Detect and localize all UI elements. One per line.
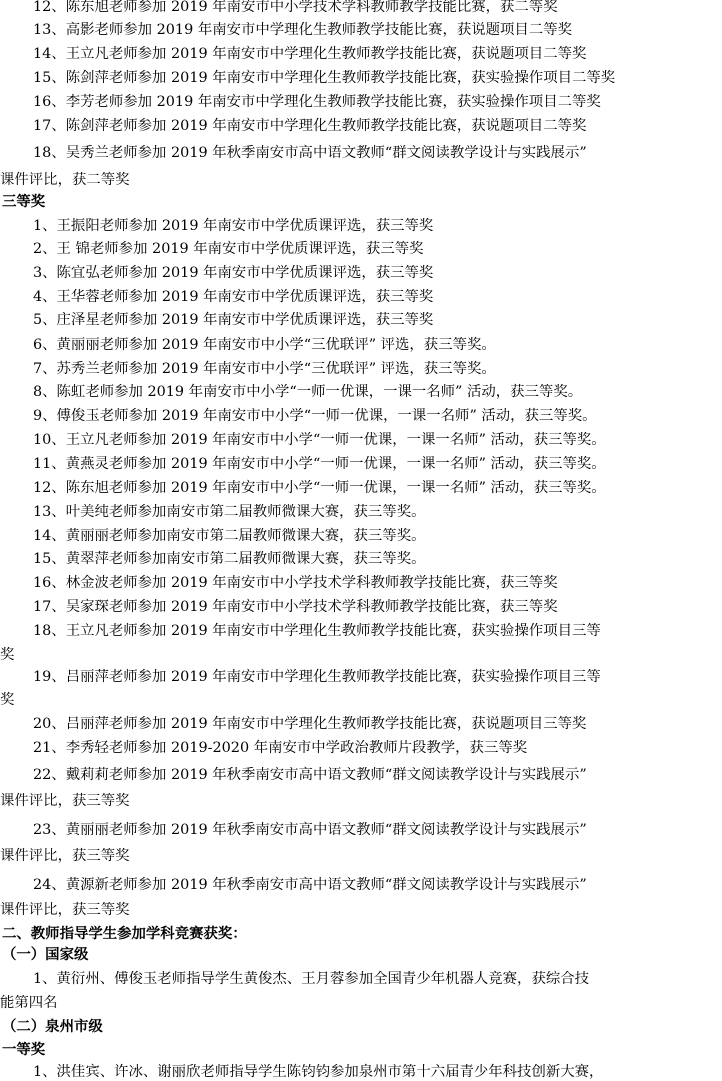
third-prize-item-11: 11、黄燕灵老师参加 2019 年南安市中小学“一师一优课，一课一名师” 活动，获三等奖。 xyxy=(33,456,606,472)
national-item-1-line2: 能第四名 xyxy=(0,995,58,1011)
third-prize-item-3: 3、陈宜弘老师参加 2019 年南安市中学优质课评选，获三等奖 xyxy=(33,265,434,281)
second-prize-item-15: 15、陈剑萍老师参加 2019 年南安市中学理化生教师教学技能比赛，获实验操作项目二等奖 xyxy=(33,70,616,86)
third-prize-item-15: 15、黄翠萍老师参加南安市第二届教师微课大赛，获三等奖。 xyxy=(33,551,426,567)
third-prize-item-23-line1: 23、黄丽丽老师参加 2019 年秋季南安市高中语文教师“群文阅读教学设计与实践展示” xyxy=(33,822,587,838)
third-prize-item-9: 9、傅俊玉老师参加 2019 年南安市中小学“一师一优课，一课一名师” 活动，获三等奖。 xyxy=(33,408,597,424)
third-prize-item-23-line2: 课件评比，获三等奖 xyxy=(0,848,130,864)
second-prize-item-16: 16、李芳老师参加 2019 年南安市中学理化生教师教学技能比赛，获实验操作项目二等奖 xyxy=(33,94,601,110)
third-prize-item-6: 6、黄丽丽老师参加 2019 年南安市中小学“三优联评” 评选，获三等奖。 xyxy=(33,337,496,353)
third-prize-item-17: 17、吴家琛老师参加 2019 年南安市中小学技术学科教师教学技能比赛，获三等奖 xyxy=(33,599,558,615)
third-prize-item-22-line2: 课件评比，获三等奖 xyxy=(0,793,130,809)
third-prize-item-24-line1: 24、黄源新老师参加 2019 年秋季南安市高中语文教师“群文阅读教学设计与实践展示” xyxy=(33,877,587,893)
third-prize-item-18-line2: 奖 xyxy=(0,647,15,663)
third-prize-item-4: 4、王华蓉老师参加 2019 年南安市中学优质课评选，获三等奖 xyxy=(33,289,434,305)
second-prize-item-12: 12、陈东旭老师参加 2019 年南安市中小学技术学科教师教学技能比赛，获二等奖 xyxy=(33,0,558,15)
third-prize-item-19-line2: 奖 xyxy=(0,692,15,708)
second-prize-item-14: 14、王立凡老师参加 2019 年南安市中学理化生教师教学技能比赛，获说题项目二等奖 xyxy=(33,46,587,62)
third-prize-item-8: 8、陈虹老师参加 2019 年南安市中小学“一师一优课，一课一名师” 活动，获三等奖。 xyxy=(33,384,583,400)
third-prize-item-12: 12、陈东旭老师参加 2019 年南安市中小学“一师一优课，一课一名师” 活动，获三等奖。 xyxy=(33,480,606,496)
third-prize-item-5: 5、庄泽星老师参加 2019 年南安市中学优质课评选，获三等奖 xyxy=(33,312,434,328)
third-prize-item-20: 20、吕丽萍老师参加 2019 年南安市中学理化生教师教学技能比赛，获说题项目三等奖 xyxy=(33,716,587,732)
third-prize-item-13: 13、叶美纯老师参加南安市第二届教师微课大赛，获三等奖。 xyxy=(33,504,426,520)
national-item-1-line1: 1、黄衍州、傅俊玉老师指导学生黄俊杰、王月蓉参加全国青少年机器人竞赛，获综合技 xyxy=(33,971,590,987)
second-prize-item-17: 17、陈剑萍老师参加 2019 年南安市中学理化生教师教学技能比赛，获说题项目二等奖 xyxy=(33,118,587,134)
first-prize-heading: 一等奖 xyxy=(2,1042,46,1058)
third-prize-heading: 三等奖 xyxy=(2,194,46,210)
third-prize-item-14: 14、黄丽丽老师参加南安市第二届教师微课大赛，获三等奖。 xyxy=(33,528,426,544)
second-prize-item-13: 13、高影老师参加 2019 年南安市中学理化生教师教学技能比赛，获说题项目二等奖 xyxy=(33,22,572,38)
third-prize-item-19-line1: 19、吕丽萍老师参加 2019 年南安市中学理化生教师教学技能比赛，获实验操作项目三等 xyxy=(33,669,601,685)
second-prize-item-18-line2: 课件评比，获二等奖 xyxy=(0,172,130,188)
section-2-heading: 二、教师指导学生参加学科竞赛获奖： xyxy=(2,926,247,942)
third-prize-item-7: 7、苏秀兰老师参加 2019 年南安市中小学“三优联评” 评选，获三等奖。 xyxy=(33,361,496,377)
third-prize-item-21: 21、李秀轻老师参加 2019-2020 年南安市中学政治教师片段教学，获三等奖 xyxy=(33,740,528,756)
third-prize-item-18-line1: 18、王立凡老师参加 2019 年南安市中学理化生教师教学技能比赛，获实验操作项目三等 xyxy=(33,623,601,639)
second-prize-item-18-line1: 18、吴秀兰老师参加 2019 年秋季南安市高中语文教师“群文阅读教学设计与实践展示” xyxy=(33,145,587,161)
third-prize-item-10: 10、王立凡老师参加 2019 年南安市中小学“一师一优课，一课一名师” 活动，获三等奖。 xyxy=(33,432,606,448)
third-prize-item-16: 16、林金波老师参加 2019 年南安市中小学技术学科教师教学技能比赛，获三等奖 xyxy=(33,575,558,591)
third-prize-item-22-line1: 22、戴莉莉老师参加 2019 年秋季南安市高中语文教师“群文阅读教学设计与实践展示” xyxy=(33,767,587,783)
quanzhou-item-1-line1: 1、洪佳宾、许冰、谢丽欣老师指导学生陈钧钧参加泉州市第十六届青少年科技创新大赛， xyxy=(33,1064,604,1080)
third-prize-item-2: 2、王 锦老师参加 2019 年南安市中学优质课评选，获三等奖 xyxy=(33,241,424,257)
third-prize-item-1: 1、王振阳老师参加 2019 年南安市中学优质课评选，获三等奖 xyxy=(33,218,434,234)
third-prize-item-24-line2: 课件评比，获三等奖 xyxy=(0,902,130,918)
quanzhou-level-heading: （二）泉州市级 xyxy=(2,1019,103,1035)
national-level-heading: （一）国家级 xyxy=(2,947,89,963)
